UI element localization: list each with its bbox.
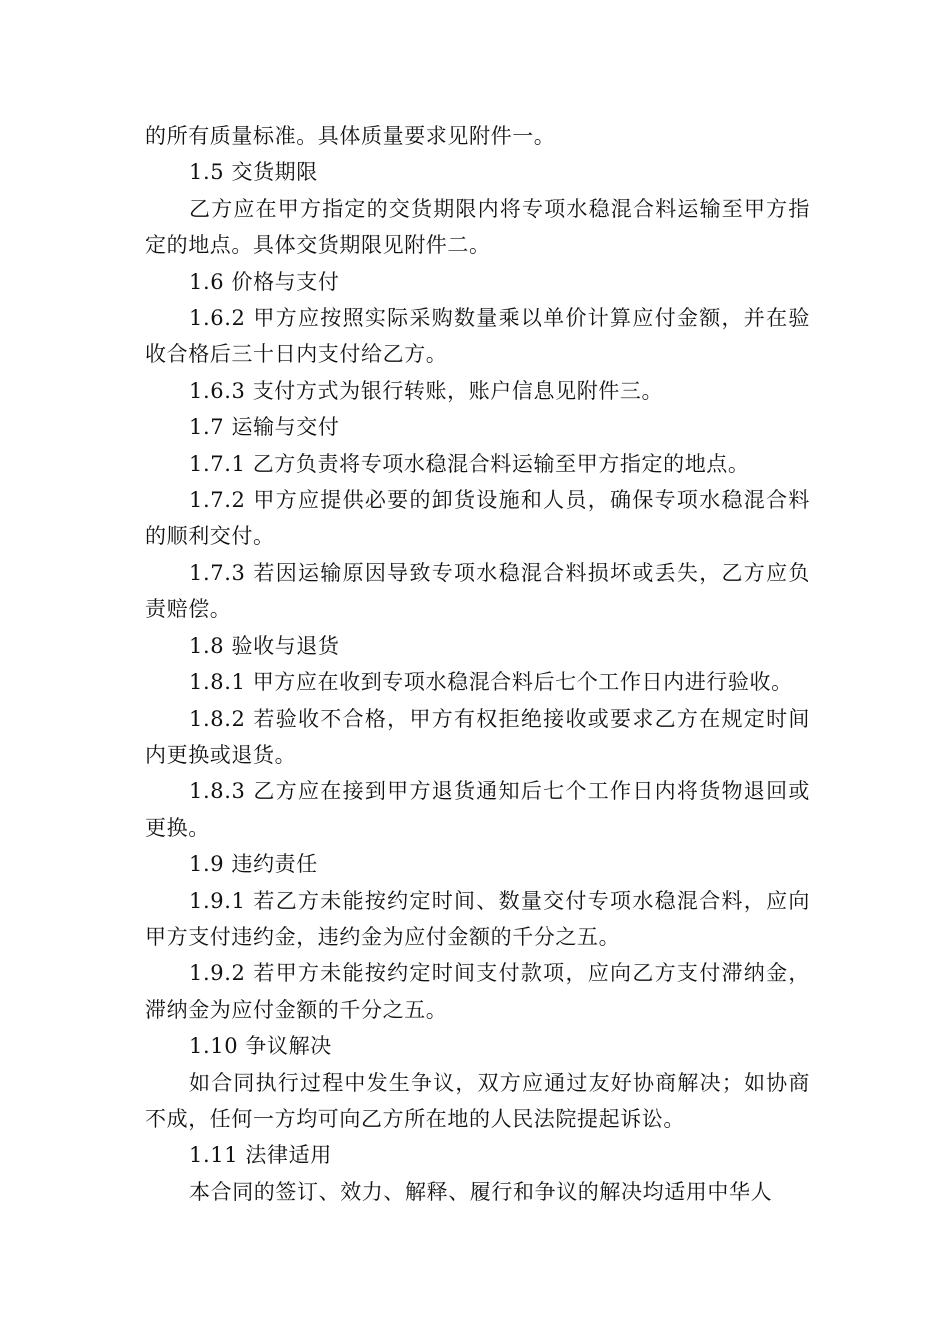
clause-1-6-2: 1.6.2 甲方应按照实际采购数量乘以单价计算应付金额，并在验收合格后三十日内支付给乙方。 — [145, 306, 810, 367]
clause-1-8-2: 1.8.2 若验收不合格，甲方有权拒绝接收或要求乙方在规定时间内更换或退货。 — [145, 706, 810, 767]
heading-1-11-applicable-law: 1.11 法律适用 — [189, 1143, 332, 1168]
heading-1-9-liability: 1.9 违约责任 — [189, 852, 318, 877]
clause-1-7-3: 1.7.3 若因运输原因导致专项水稳混合料损坏或丢失，乙方应负责赔偿。 — [145, 560, 810, 622]
clause-1-7-1: 1.7.1 乙方负责将专项水稳混合料运输至甲方指定的地点。 — [189, 451, 750, 476]
heading-1-6-price-payment: 1.6 价格与支付 — [189, 269, 340, 294]
paragraph-dispute-resolution: 如合同执行过程中发生争议，双方应通过友好协商解决；如协商不成，任何一方均可向乙方所在地的人民法院提起诉讼。 — [145, 1070, 810, 1131]
paragraph-delivery-period: 乙方应在甲方指定的交货期限内将专项水稳混合料运输至甲方指定的地点。具体交货期限见附件二。 — [145, 196, 810, 258]
paragraph-quality-continuation: 的所有质量标准。具体质量要求见附件一。 — [145, 124, 556, 148]
clause-1-7-2: 1.7.2 甲方应提供必要的卸货设施和人员，确保专项水稳混合料的顺利交付。 — [145, 488, 810, 549]
clause-1-6-3: 1.6.3 支付方式为银行转账，账户信息见附件三。 — [189, 378, 664, 403]
document-body — [145, 118, 810, 1210]
heading-1-8-acceptance-return: 1.8 验收与退货 — [189, 633, 340, 658]
clause-1-8-3: 1.8.3 乙方应在接到甲方退货通知后七个工作日内将货物退回或更换。 — [145, 779, 810, 840]
clause-1-8-1: 1.8.1 甲方应在收到专项水稳混合料后七个工作日内进行验收。 — [189, 670, 793, 695]
heading-1-7-transport-delivery: 1.7 运输与交付 — [189, 415, 340, 440]
heading-1-10-dispute-resolution: 1.10 争议解决 — [189, 1034, 332, 1059]
clause-1-9-1: 1.9.1 若乙方未能按约定时间、数量交付专项水稳混合料，应向甲方支付违约金，违约金为应付金额的千分之五。 — [145, 888, 810, 949]
clause-1-9-2: 1.9.2 若甲方未能按约定时间支付款项，应向乙方支付滞纳金，滞纳金为应付金额的千分之五。 — [145, 961, 810, 1022]
paragraph-applicable-law: 本合同的签订、效力、解释、履行和争议的解决均适用中华人 — [189, 1179, 773, 1204]
heading-1-5-delivery-period: 1.5 交货期限 — [189, 160, 318, 185]
